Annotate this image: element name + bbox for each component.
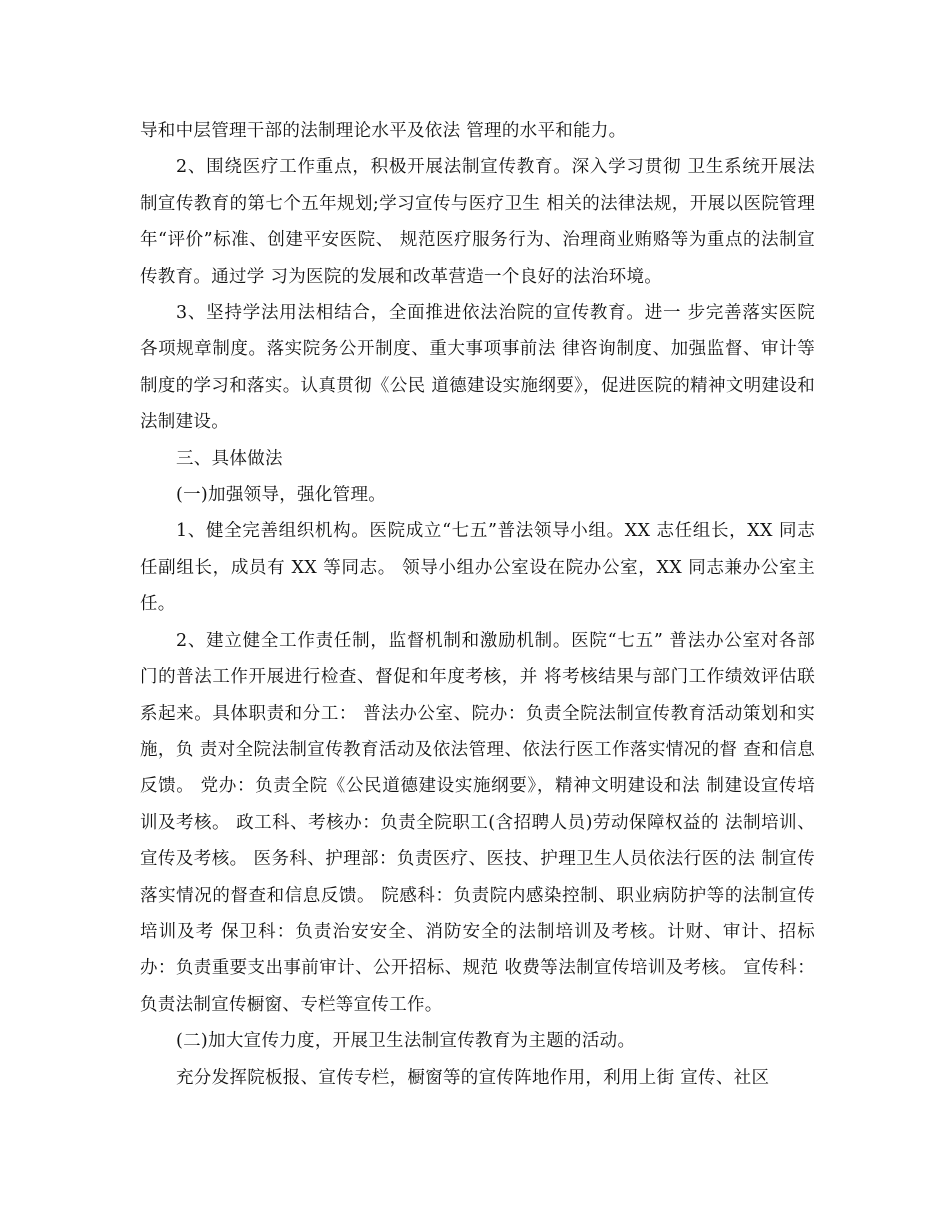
paragraph-continuation: 导和中层管理干部的法制理论水平及依法 管理的水平和能力。: [140, 121, 627, 141]
subsection-heading-2: (二)加大宣传力度，开展卫生法制宣传教育为主题的活动。: [176, 1031, 636, 1052]
paragraph-publicity: 充分发挥院板报、宣传专栏，橱窗等的宣传阵地作用，利用上街 宣传、社区: [176, 1067, 770, 1088]
paragraph-item-3: 3、坚持学法用法相结合，全面推进依法治院的宣传教育。进一 步完善落实医院各项规章制度。落实院务公开制度、重大事项事前法 律咨询制度、加强监督、审计等制度的学习和落实。认真贯彻《公民 道德建设实施纲要》，促进医院的精神文明建设和法制建设。: [140, 303, 815, 433]
paragraph-organization: 1、健全完善组织机构。医院成立“七五”普法领导小组。XX 志任组长，XX 同志任副组长，成员有 XX 等同志。 领导小组办公室设在院办公室，XX 同志兼办公室主任。: [140, 521, 815, 615]
subsection-heading-1: (一)加强领导，强化管理。: [176, 485, 387, 506]
paragraph-item-2: 2、围绕医疗工作重点，积极开展法制宣传教育。深入学习贯彻 卫生系统开展法制宣传教育的第七个五年规划;学习宣传与医疗卫生 相关的法律法规，开展以医院管理年“评价”标准、创建平安医院、 规范医疗服务行为、治理商业贿赂等为重点的法制宣传教育。通过学 习为医院的发展和改革营造一个良好的法治环境。: [140, 157, 815, 287]
document-body: [140, 113, 815, 1096]
section-heading: 三、具体做法: [176, 448, 283, 469]
paragraph-responsibilities: 2、建立健全工作责任制，监督机制和激励机制。医院“七五” 普法办公室对各部门的普法工作开展进行检查、督促和年度考核，并 将考核结果与部门工作绩效评估联系起来。具体职责和分工： 普法办公室、院办：负责全院法制宣传教育活动策划和实施，负 责对全院法制宣传教育活动及依法管理、依法行医工作落实情况的督 查和信息反馈。 党办：负责全院《公民道德建设实施纲要》，精神文明建设和法 制建设宣传培训及考核。 政工科、考核办：负责全院职工(含招聘人员)劳动保障权益的 法制培训、宣传及考核。 医务科、护理部：负责医疗、医技、护理卫生人员依法行医的法 制宣传落实情况的督查和信息反馈。 院感科：负责院内感染控制、职业病防护等的法制宣传培训及考 保卫科：负责治安安全、消防安全的法制培训及考核。计财、审计、招标办：负责重要支出事前审计、公开招标、规范 收费等法制宣传培训及考核。 宣传科：负责法制宣传橱窗、专栏等宣传工作。: [140, 630, 815, 1015]
